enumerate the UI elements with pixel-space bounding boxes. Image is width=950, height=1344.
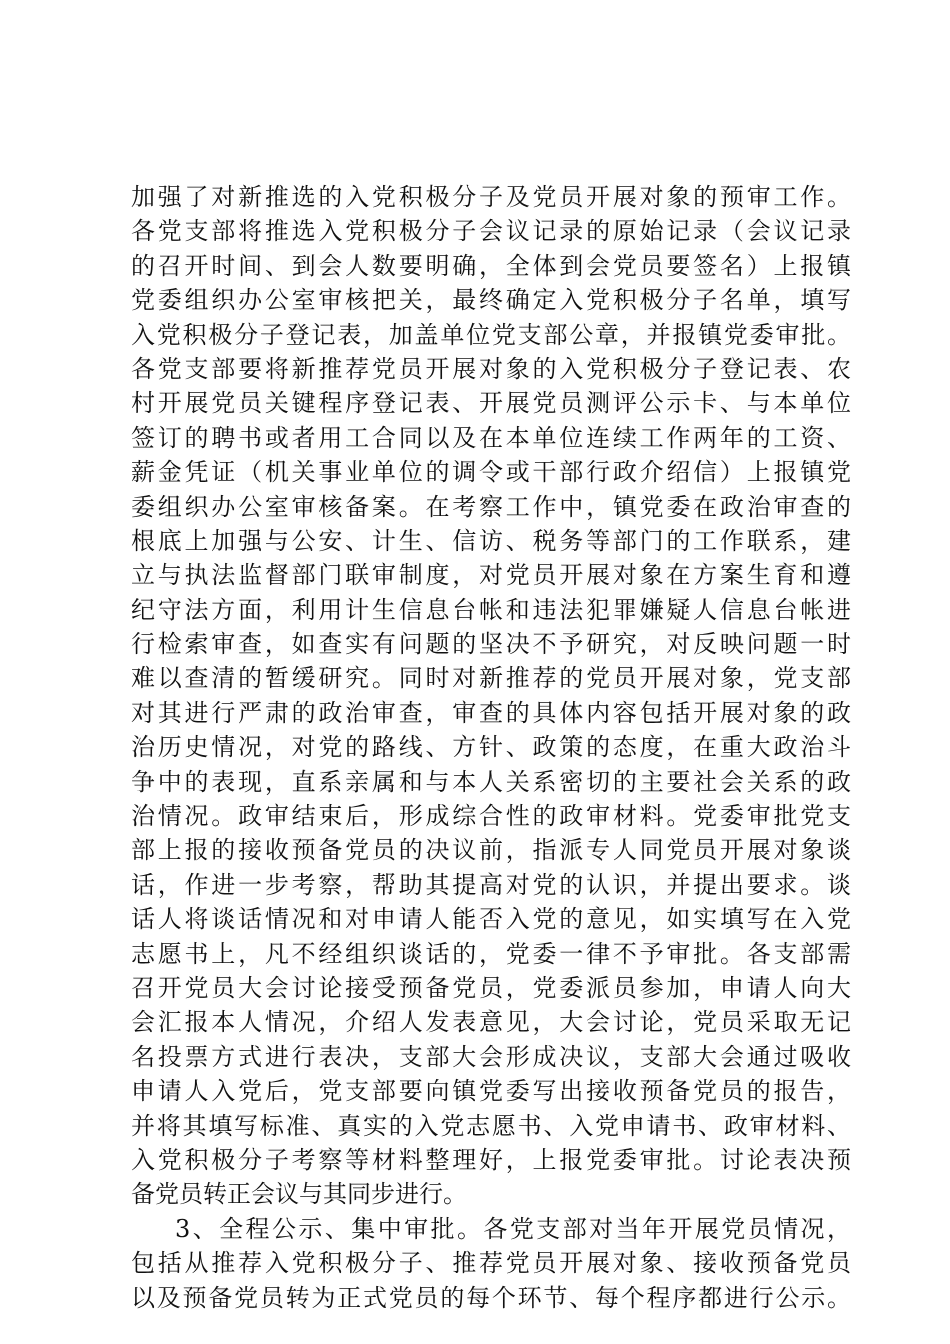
text-line: 志愿书上，凡不经组织谈话的，党委一律不予审批。各支部需: [131, 939, 851, 968]
text-line: 会汇报本人情况，介绍人发表意见，大会讨论，党员采取无记: [131, 1008, 851, 1037]
text-line: 部上报的接收预备党员的决议前，指派专人同党员开展对象谈: [131, 836, 851, 865]
section-3-heading-line: 3、全程公示、集中审批。各党支部对当年开展党员情况，: [175, 1214, 851, 1243]
text-line: 各党支部将推选入党积极分子会议记录的原始记录（会议记录: [131, 217, 851, 246]
text-line: 薪金凭证（机关事业单位的调令或干部行政介绍信）上报镇党: [131, 458, 851, 487]
text-line: 治历史情况，对党的路线、方针、政策的态度，在重大政治斗: [131, 733, 851, 762]
text-line: 以及预备党员转为正式党员的每个环节、每个程序都进行公示。: [131, 1283, 851, 1312]
text-line: 申请人入党后，党支部要向镇党委写出接收预备党员的报告，: [131, 1077, 851, 1106]
text-line: 对其进行严肃的政治审查，审查的具体内容包括开展对象的政: [131, 698, 851, 727]
text-line: 入党积极分子考察等材料整理好，上报党委审批。讨论表决预: [131, 1145, 851, 1174]
text-line: 党委组织办公室审核把关，最终确定入党积极分子名单，填写: [131, 286, 851, 315]
text-line: 入党积极分子登记表，加盖单位党支部公章，并报镇党委审批。: [131, 320, 851, 349]
paragraph-end-line: 备党员转正会议与其同步进行。: [131, 1180, 467, 1209]
text-line: 的召开时间、到会人数要明确，全体到会党员要签名）上报镇: [131, 251, 851, 280]
text-line: 治情况。政审结束后，形成综合性的政审材料。党委审批党支: [131, 802, 851, 831]
text-line: 村开展党员关键程序登记表、开展党员测评公示卡、与本单位: [131, 389, 851, 418]
text-line: 包括从推荐入党积极分子、推荐党员开展对象、接收预备党员: [131, 1249, 851, 1278]
text-line: 名投票方式进行表决，支部大会形成决议，支部大会通过吸收: [131, 1042, 851, 1071]
text-line: 各党支部要将新推荐党员开展对象的入党积极分子登记表、农: [131, 354, 851, 383]
text-line: 话，作进一步考察，帮助其提高对党的认识，并提出要求。谈: [131, 870, 851, 899]
text-line: 召开党员大会讨论接受预备党员，党委派员参加，申请人向大: [131, 973, 851, 1002]
text-line: 立与执法监督部门联审制度，对党员开展对象在方案生育和遵: [131, 561, 851, 590]
text-line: 难以查清的暂缓研究。同时对新推荐的党员开展对象，党支部: [131, 664, 851, 693]
text-line: 根底上加强与公安、计生、信访、税务等部门的工作联系，建: [131, 526, 851, 555]
text-line: 并将其填写标准、真实的入党志愿书、入党申请书、政审材料、: [131, 1111, 851, 1140]
body-text: [131, 180, 851, 1315]
text-line: 签订的聘书或者用工合同以及在本单位连续工作两年的工资、: [131, 423, 851, 452]
text-line: 话人将谈话情况和对申请人能否入党的意见，如实填写在入党: [131, 905, 851, 934]
text-line: 纪守法方面，利用计生信息台帐和违法犯罪嫌疑人信息台帐进: [131, 595, 851, 624]
text-line: 委组织办公室审核备案。在考察工作中，镇党委在政治审查的: [131, 492, 851, 521]
text-line: 加强了对新推选的入党积极分子及党员开展对象的预审工作。: [131, 183, 851, 211]
text-line: 争中的表现，直系亲属和与本人关系密切的主要社会关系的政: [131, 767, 851, 796]
text-line: 行检索审查，如查实有问题的坚决不予研究，对反映问题一时: [131, 630, 851, 659]
